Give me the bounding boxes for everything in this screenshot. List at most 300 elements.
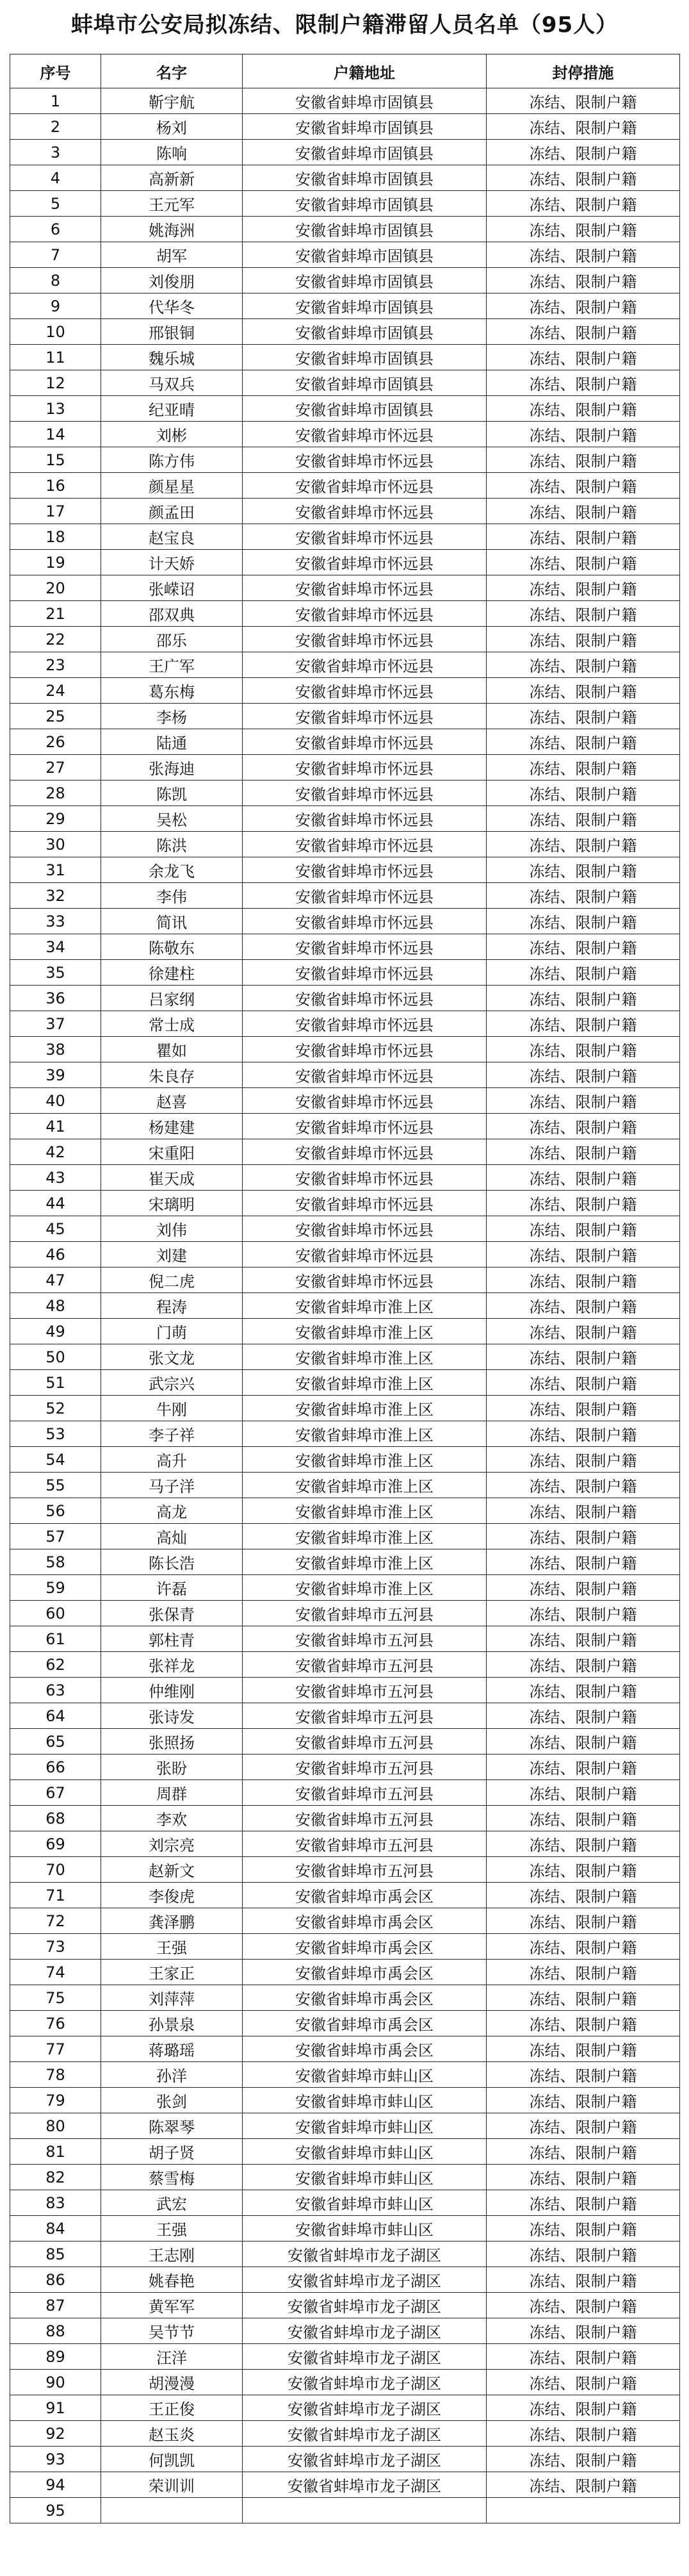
cell-household-address: 安徽省蚌埠市怀远县 — [243, 1114, 487, 1139]
cell-household-address: 安徽省蚌埠市淮上区 — [243, 1370, 487, 1396]
cell-serial-number: 88 — [10, 2318, 101, 2344]
cell-household-address: 安徽省蚌埠市怀远县 — [243, 422, 487, 447]
cell-name: 马双兵 — [101, 370, 243, 396]
cell-name: 胡军 — [101, 242, 243, 268]
cell-serial-number: 69 — [10, 1831, 101, 1857]
cell-household-address: 安徽省蚌埠市淮上区 — [243, 1396, 487, 1421]
cell-name: 李子祥 — [101, 1421, 243, 1447]
cell-measure: 冻结、限制户籍 — [487, 396, 680, 422]
cell-name: 武宗兴 — [101, 1370, 243, 1396]
cell-household-address: 安徽省蚌埠市怀远县 — [243, 601, 487, 627]
table-row — [10, 1934, 680, 1960]
cell-measure: 冻结、限制户籍 — [487, 2242, 680, 2267]
table-row — [10, 2036, 680, 2062]
cell-serial-number: 57 — [10, 1524, 101, 1549]
table-row — [10, 1216, 680, 1242]
cell-name: 王正俊 — [101, 2395, 243, 2421]
cell-measure: 冻结、限制户籍 — [487, 575, 680, 601]
cell-household-address: 安徽省蚌埠市固镇县 — [243, 114, 487, 140]
cell-household-address: 安徽省蚌埠市怀远县 — [243, 1191, 487, 1216]
cell-household-address: 安徽省蚌埠市淮上区 — [243, 1447, 487, 1473]
cell-household-address: 安徽省蚌埠市怀远县 — [243, 524, 487, 550]
table-row — [10, 2472, 680, 2498]
table-row — [10, 2139, 680, 2165]
cell-serial-number: 50 — [10, 1344, 101, 1370]
cell-serial-number: 42 — [10, 1139, 101, 1165]
cell-serial-number: 23 — [10, 652, 101, 678]
cell-measure: 冻结、限制户籍 — [487, 1447, 680, 1473]
cell-name: 王志刚 — [101, 2242, 243, 2267]
table-row — [10, 1037, 680, 1062]
cell-serial-number: 32 — [10, 883, 101, 909]
cell-name: 孙景泉 — [101, 2011, 243, 2036]
cell-serial-number: 20 — [10, 575, 101, 601]
table-row — [10, 2242, 680, 2267]
cell-serial-number: 33 — [10, 909, 101, 934]
cell-measure: 冻结、限制户籍 — [487, 2088, 680, 2113]
cell-name: 纪亚晴 — [101, 396, 243, 422]
roster-table — [10, 54, 680, 2523]
cell-name: 何凯凯 — [101, 2447, 243, 2472]
cell-measure: 冻结、限制户籍 — [487, 2447, 680, 2472]
table-row — [10, 2421, 680, 2447]
cell-measure: 冻结、限制户籍 — [487, 909, 680, 934]
cell-household-address: 安徽省蚌埠市怀远县 — [243, 1165, 487, 1191]
cell-measure: 冻结、限制户籍 — [487, 140, 680, 165]
cell-measure: 冻结、限制户籍 — [487, 1754, 680, 1780]
cell-serial-number: 77 — [10, 2036, 101, 2062]
cell-name: 颜星星 — [101, 473, 243, 499]
cell-name: 吴松 — [101, 806, 243, 832]
cell-name: 蒋璐瑶 — [101, 2036, 243, 2062]
cell-measure: 冻结、限制户籍 — [487, 1626, 680, 1652]
cell-serial-number: 3 — [10, 140, 101, 165]
table-row — [10, 2318, 680, 2344]
cell-household-address: 安徽省蚌埠市淮上区 — [243, 1421, 487, 1447]
table-row — [10, 960, 680, 986]
cell-measure: 冻结、限制户籍 — [487, 524, 680, 550]
cell-household-address: 安徽省蚌埠市固镇县 — [243, 140, 487, 165]
cell-serial-number: 21 — [10, 601, 101, 627]
header-serial-number: 序号 — [10, 54, 101, 88]
cell-measure: 冻结、限制户籍 — [487, 165, 680, 191]
cell-serial-number: 37 — [10, 1011, 101, 1037]
cell-household-address: 安徽省蚌埠市怀远县 — [243, 1216, 487, 1242]
header-name: 名字 — [101, 54, 243, 88]
table-row — [10, 1139, 680, 1165]
cell-serial-number: 36 — [10, 986, 101, 1011]
cell-serial-number: 41 — [10, 1114, 101, 1139]
cell-name: 张剑 — [101, 2088, 243, 2113]
cell-serial-number: 2 — [10, 114, 101, 140]
cell-measure: 冻结、限制户籍 — [487, 473, 680, 499]
cell-name: 许磊 — [101, 1575, 243, 1601]
table-row — [10, 191, 680, 217]
cell-measure: 冻结、限制户籍 — [487, 986, 680, 1011]
table-row — [10, 986, 680, 1011]
cell-name: 邵双典 — [101, 601, 243, 627]
cell-household-address: 安徽省蚌埠市蚌山区 — [243, 2113, 487, 2139]
table-row — [10, 1396, 680, 1421]
table-row — [10, 114, 680, 140]
cell-serial-number: 31 — [10, 857, 101, 883]
cell-serial-number: 59 — [10, 1575, 101, 1601]
cell-serial-number: 73 — [10, 1934, 101, 1960]
cell-measure: 冻结、限制户籍 — [487, 960, 680, 986]
cell-name: 刘萍萍 — [101, 1985, 243, 2011]
cell-name: 靳宇航 — [101, 88, 243, 114]
table-row — [10, 447, 680, 473]
cell-serial-number: 81 — [10, 2139, 101, 2165]
cell-measure: 冻结、限制户籍 — [487, 2139, 680, 2165]
cell-measure: 冻结、限制户籍 — [487, 1498, 680, 1524]
cell-measure: 冻结、限制户籍 — [487, 806, 680, 832]
cell-serial-number: 80 — [10, 2113, 101, 2139]
cell-name: 王强 — [101, 2216, 243, 2242]
document-title: 蚌埠市公安局拟冻结、限制户籍滞留人员名单（95人） — [70, 12, 619, 38]
cell-household-address: 安徽省蚌埠市禹会区 — [243, 1960, 487, 1985]
cell-measure: 冻结、限制户籍 — [487, 1011, 680, 1037]
cell-serial-number: 48 — [10, 1293, 101, 1319]
cell-serial-number: 82 — [10, 2165, 101, 2190]
cell-serial-number: 84 — [10, 2216, 101, 2242]
table-row — [10, 1831, 680, 1857]
cell-measure: 冻结、限制户籍 — [487, 652, 680, 678]
cell-household-address: 安徽省蚌埠市固镇县 — [243, 217, 487, 242]
cell-household-address: 安徽省蚌埠市怀远县 — [243, 960, 487, 986]
cell-household-address: 安徽省蚌埠市龙子湖区 — [243, 2267, 487, 2293]
table-row — [10, 1498, 680, 1524]
cell-household-address: 安徽省蚌埠市禹会区 — [243, 2036, 487, 2062]
table-row — [10, 1062, 680, 1088]
cell-serial-number: 94 — [10, 2472, 101, 2498]
cell-measure: 冻结、限制户籍 — [487, 1216, 680, 1242]
cell-household-address: 安徽省蚌埠市禹会区 — [243, 1908, 487, 1934]
cell-household-address: 安徽省蚌埠市五河县 — [243, 1729, 487, 1754]
cell-serial-number: 87 — [10, 2293, 101, 2318]
cell-name: 张嵘诏 — [101, 575, 243, 601]
cell-household-address: 安徽省蚌埠市怀远县 — [243, 780, 487, 806]
cell-household-address: 安徽省蚌埠市怀远县 — [243, 473, 487, 499]
cell-name: 马子洋 — [101, 1473, 243, 1498]
cell-household-address: 安徽省蚌埠市固镇县 — [243, 370, 487, 396]
cell-household-address: 安徽省蚌埠市怀远县 — [243, 1088, 487, 1114]
cell-name: 刘建 — [101, 1242, 243, 1267]
table-row — [10, 293, 680, 319]
cell-serial-number: 83 — [10, 2190, 101, 2216]
cell-household-address: 安徽省蚌埠市龙子湖区 — [243, 2421, 487, 2447]
cell-household-address: 安徽省蚌埠市五河县 — [243, 1652, 487, 1678]
cell-name: 宋璃明 — [101, 1191, 243, 1216]
cell-serial-number: 89 — [10, 2344, 101, 2370]
cell-household-address: 安徽省蚌埠市五河县 — [243, 1780, 487, 1806]
cell-serial-number: 52 — [10, 1396, 101, 1421]
table-row — [10, 88, 680, 114]
cell-household-address: 安徽省蚌埠市淮上区 — [243, 1549, 487, 1575]
cell-serial-number: 13 — [10, 396, 101, 422]
cell-measure: 冻结、限制户籍 — [487, 422, 680, 447]
cell-serial-number: 12 — [10, 370, 101, 396]
cell-serial-number: 7 — [10, 242, 101, 268]
cell-name: 王强 — [101, 1934, 243, 1960]
cell-household-address: 安徽省蚌埠市蚌山区 — [243, 2139, 487, 2165]
cell-household-address: 安徽省蚌埠市龙子湖区 — [243, 2318, 487, 2344]
table-row — [10, 165, 680, 191]
cell-measure: 冻结、限制户籍 — [487, 217, 680, 242]
cell-measure: 冻结、限制户籍 — [487, 2472, 680, 2498]
cell-serial-number: 53 — [10, 1421, 101, 1447]
cell-household-address: 安徽省蚌埠市五河县 — [243, 1601, 487, 1626]
cell-measure: 冻结、限制户籍 — [487, 1396, 680, 1421]
cell-household-address: 安徽省蚌埠市淮上区 — [243, 1319, 487, 1344]
cell-serial-number: 38 — [10, 1037, 101, 1062]
cell-serial-number: 29 — [10, 806, 101, 832]
cell-name: 吴节节 — [101, 2318, 243, 2344]
cell-serial-number: 44 — [10, 1191, 101, 1216]
table-row — [10, 1703, 680, 1729]
cell-household-address: 安徽省蚌埠市龙子湖区 — [243, 2370, 487, 2395]
cell-serial-number: 67 — [10, 1780, 101, 1806]
cell-name: 陈凯 — [101, 780, 243, 806]
cell-measure: 冻结、限制户籍 — [487, 447, 680, 473]
cell-name: 张照扬 — [101, 1729, 243, 1754]
table-row — [10, 1267, 680, 1293]
cell-measure: 冻结、限制户籍 — [487, 2395, 680, 2421]
cell-name: 常士成 — [101, 1011, 243, 1037]
cell-household-address: 安徽省蚌埠市固镇县 — [243, 242, 487, 268]
cell-name: 杨刘 — [101, 114, 243, 140]
table-row — [10, 1575, 680, 1601]
cell-measure: 冻结、限制户籍 — [487, 1139, 680, 1165]
cell-name: 陈敬东 — [101, 934, 243, 960]
cell-serial-number: 28 — [10, 780, 101, 806]
cell-household-address: 安徽省蚌埠市龙子湖区 — [243, 2447, 487, 2472]
cell-name: 宋重阳 — [101, 1139, 243, 1165]
cell-household-address: 安徽省蚌埠市怀远县 — [243, 652, 487, 678]
table-row — [10, 140, 680, 165]
cell-serial-number: 62 — [10, 1652, 101, 1678]
cell-serial-number: 71 — [10, 1883, 101, 1908]
cell-name: 余龙飞 — [101, 857, 243, 883]
cell-serial-number: 93 — [10, 2447, 101, 2472]
cell-name: 吕家纲 — [101, 986, 243, 1011]
cell-serial-number: 92 — [10, 2421, 101, 2447]
cell-serial-number: 91 — [10, 2395, 101, 2421]
cell-household-address: 安徽省蚌埠市怀远县 — [243, 934, 487, 960]
cell-name: 张保青 — [101, 1601, 243, 1626]
cell-name: 程涛 — [101, 1293, 243, 1319]
cell-serial-number: 76 — [10, 2011, 101, 2036]
cell-serial-number: 64 — [10, 1703, 101, 1729]
cell-measure: 冻结、限制户籍 — [487, 2318, 680, 2344]
cell-name: 计天娇 — [101, 550, 243, 575]
cell-measure: 冻结、限制户籍 — [487, 883, 680, 909]
table-row — [10, 1626, 680, 1652]
table-row — [10, 2344, 680, 2370]
table-row — [10, 2447, 680, 2472]
cell-measure: 冻结、限制户籍 — [487, 1062, 680, 1088]
cell-household-address: 安徽省蚌埠市五河县 — [243, 1806, 487, 1831]
cell-household-address: 安徽省蚌埠市怀远县 — [243, 909, 487, 934]
table-row — [10, 2370, 680, 2395]
table-row — [10, 2216, 680, 2242]
cell-measure: 冻结、限制户籍 — [487, 1319, 680, 1344]
table-row — [10, 1011, 680, 1037]
table-row — [10, 1319, 680, 1344]
cell-name: 高升 — [101, 1447, 243, 1473]
cell-name: 刘俊朋 — [101, 268, 243, 293]
cell-serial-number: 40 — [10, 1088, 101, 1114]
cell-measure: 冻结、限制户籍 — [487, 319, 680, 345]
cell-measure: 冻结、限制户籍 — [487, 1857, 680, 1883]
cell-household-address: 安徽省蚌埠市龙子湖区 — [243, 2472, 487, 2498]
cell-household-address: 安徽省蚌埠市怀远县 — [243, 499, 487, 524]
cell-measure: 冻结、限制户籍 — [487, 1293, 680, 1319]
cell-measure: 冻结、限制户籍 — [487, 2011, 680, 2036]
cell-serial-number: 49 — [10, 1319, 101, 1344]
cell-measure: 冻结、限制户籍 — [487, 1037, 680, 1062]
cell-name: 张海迪 — [101, 755, 243, 780]
cell-measure: 冻结、限制户籍 — [487, 114, 680, 140]
cell-serial-number: 90 — [10, 2370, 101, 2395]
table-row — [10, 1421, 680, 1447]
table-row — [10, 2165, 680, 2190]
cell-name: 张盼 — [101, 1754, 243, 1780]
table-row — [10, 575, 680, 601]
cell-household-address: 安徽省蚌埠市五河县 — [243, 1703, 487, 1729]
cell-name: 陈长浩 — [101, 1549, 243, 1575]
cell-name: 崔天成 — [101, 1165, 243, 1191]
cell-serial-number: 54 — [10, 1447, 101, 1473]
cell-serial-number: 79 — [10, 2088, 101, 2113]
cell-name: 荣训训 — [101, 2472, 243, 2498]
cell-household-address: 安徽省蚌埠市淮上区 — [243, 1575, 487, 1601]
cell-measure: 冻结、限制户籍 — [487, 1729, 680, 1754]
table-row — [10, 652, 680, 678]
cell-name: 牛刚 — [101, 1396, 243, 1421]
cell-serial-number: 74 — [10, 1960, 101, 1985]
cell-measure: 冻结、限制户籍 — [487, 1652, 680, 1678]
cell-serial-number: 95 — [10, 2498, 101, 2523]
table-row — [10, 806, 680, 832]
cell-household-address: 安徽省蚌埠市淮上区 — [243, 1344, 487, 1370]
table-row — [10, 1242, 680, 1267]
cell-measure: 冻结、限制户籍 — [487, 601, 680, 627]
cell-name: 姚海洲 — [101, 217, 243, 242]
cell-name: 王元军 — [101, 191, 243, 217]
cell-serial-number: 34 — [10, 934, 101, 960]
cell-serial-number: 70 — [10, 1857, 101, 1883]
cell-serial-number: 72 — [10, 1908, 101, 1934]
table-row — [10, 1191, 680, 1216]
cell-household-address: 安徽省蚌埠市固镇县 — [243, 88, 487, 114]
cell-household-address: 安徽省蚌埠市蚌山区 — [243, 2088, 487, 2113]
table-row — [10, 729, 680, 755]
cell-household-address — [243, 2498, 487, 2523]
header-measure: 封停措施 — [487, 54, 680, 88]
cell-name: 王家正 — [101, 1960, 243, 1985]
cell-household-address: 安徽省蚌埠市怀远县 — [243, 1062, 487, 1088]
cell-measure: 冻结、限制户籍 — [487, 1114, 680, 1139]
cell-measure: 冻结、限制户籍 — [487, 550, 680, 575]
cell-name: 门萌 — [101, 1319, 243, 1344]
cell-measure: 冻结、限制户籍 — [487, 2190, 680, 2216]
cell-measure: 冻结、限制户籍 — [487, 1165, 680, 1191]
cell-serial-number: 46 — [10, 1242, 101, 1267]
cell-serial-number: 75 — [10, 1985, 101, 2011]
cell-name: 邵乐 — [101, 627, 243, 652]
cell-serial-number: 45 — [10, 1216, 101, 1242]
table-row — [10, 1165, 680, 1191]
cell-serial-number: 14 — [10, 422, 101, 447]
cell-name: 刘伟 — [101, 1216, 243, 1242]
cell-measure: 冻结、限制户籍 — [487, 2293, 680, 2318]
cell-serial-number: 65 — [10, 1729, 101, 1754]
cell-household-address: 安徽省蚌埠市蚌山区 — [243, 2062, 487, 2088]
cell-household-address: 安徽省蚌埠市禹会区 — [243, 1985, 487, 2011]
cell-measure: 冻结、限制户籍 — [487, 2062, 680, 2088]
cell-household-address: 安徽省蚌埠市五河县 — [243, 1857, 487, 1883]
cell-name: 张祥龙 — [101, 1652, 243, 1678]
table-row — [10, 268, 680, 293]
table-row — [10, 1652, 680, 1678]
cell-serial-number: 86 — [10, 2267, 101, 2293]
cell-household-address: 安徽省蚌埠市龙子湖区 — [243, 2242, 487, 2267]
cell-household-address: 安徽省蚌埠市怀远县 — [243, 447, 487, 473]
cell-measure: 冻结、限制户籍 — [487, 1370, 680, 1396]
cell-name: 倪二虎 — [101, 1267, 243, 1293]
cell-name: 周群 — [101, 1780, 243, 1806]
table-row — [10, 2498, 680, 2523]
cell-name: 陈翠琴 — [101, 2113, 243, 2139]
table-row — [10, 370, 680, 396]
cell-household-address: 安徽省蚌埠市固镇县 — [243, 268, 487, 293]
table-row — [10, 1678, 680, 1703]
cell-name: 魏乐城 — [101, 345, 243, 370]
cell-measure: 冻结、限制户籍 — [487, 1524, 680, 1549]
cell-measure: 冻结、限制户籍 — [487, 1088, 680, 1114]
table-row — [10, 1370, 680, 1396]
cell-measure: 冻结、限制户籍 — [487, 1242, 680, 1267]
cell-household-address: 安徽省蚌埠市怀远县 — [243, 806, 487, 832]
cell-measure: 冻结、限制户籍 — [487, 857, 680, 883]
table-row — [10, 345, 680, 370]
cell-household-address: 安徽省蚌埠市龙子湖区 — [243, 2395, 487, 2421]
cell-measure: 冻结、限制户籍 — [487, 755, 680, 780]
cell-household-address: 安徽省蚌埠市怀远县 — [243, 883, 487, 909]
cell-measure: 冻结、限制户籍 — [487, 627, 680, 652]
cell-name: 郭柱青 — [101, 1626, 243, 1652]
cell-measure: 冻结、限制户籍 — [487, 1549, 680, 1575]
cell-serial-number: 5 — [10, 191, 101, 217]
cell-serial-number: 16 — [10, 473, 101, 499]
cell-household-address: 安徽省蚌埠市龙子湖区 — [243, 2293, 487, 2318]
cell-serial-number: 15 — [10, 447, 101, 473]
table-row — [10, 883, 680, 909]
table-row — [10, 678, 680, 704]
table-row — [10, 2113, 680, 2139]
cell-household-address: 安徽省蚌埠市怀远县 — [243, 550, 487, 575]
cell-measure: 冻结、限制户籍 — [487, 1806, 680, 1831]
cell-measure: 冻结、限制户籍 — [487, 678, 680, 704]
cell-name: 刘彬 — [101, 422, 243, 447]
table-row — [10, 934, 680, 960]
cell-measure: 冻结、限制户籍 — [487, 2421, 680, 2447]
cell-measure: 冻结、限制户籍 — [487, 729, 680, 755]
table-row — [10, 909, 680, 934]
cell-name: 简讯 — [101, 909, 243, 934]
cell-measure: 冻结、限制户籍 — [487, 1601, 680, 1626]
